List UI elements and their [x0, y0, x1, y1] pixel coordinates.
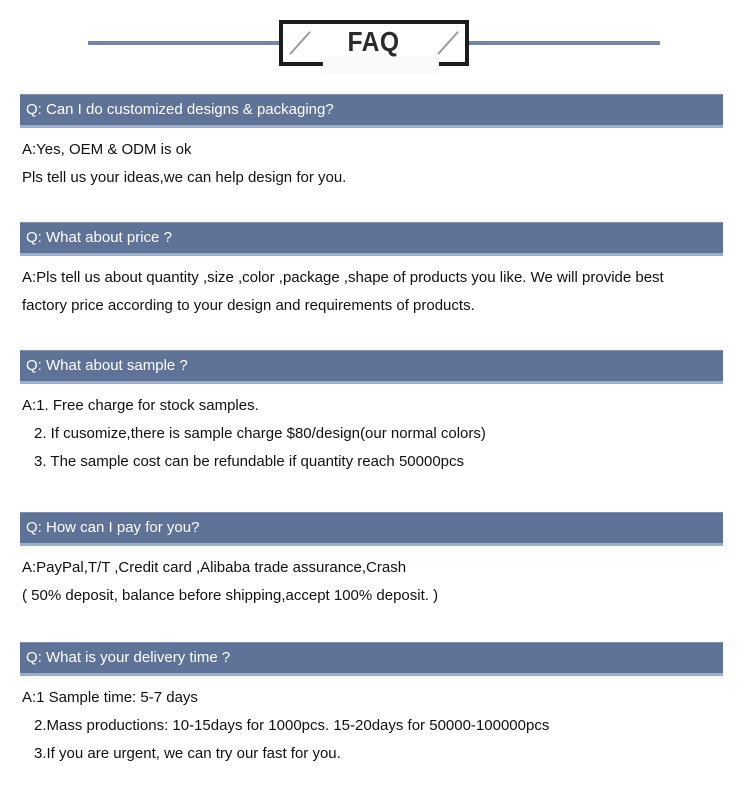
- slash-right-icon: [437, 31, 459, 55]
- answer-line: A:1 Sample time: 5-7 days: [22, 689, 198, 706]
- answer-line: A:1. Free charge for stock samples.: [22, 397, 259, 414]
- banner-bottom-patch: [323, 56, 439, 74]
- answer-line: 3.If you are urgent, we can try our fast for you.: [34, 745, 341, 762]
- answer-block: [20, 256, 723, 320]
- question-bar: [20, 222, 723, 256]
- faq-title: FAQ: [348, 26, 400, 57]
- faq-section: [20, 222, 723, 320]
- question-bar: [20, 512, 723, 546]
- answer-line: A:Pls tell us about quantity ,size ,color ,package ,shape of products you like. We will provide best: [22, 269, 664, 286]
- faq-title-box: [279, 20, 469, 66]
- banner-line-right: [469, 41, 660, 45]
- faq-section: [20, 642, 723, 768]
- faq-section: [20, 94, 723, 192]
- answer-block: [20, 546, 723, 610]
- faq-section: [20, 350, 723, 476]
- answer-line: A:Yes, OEM & ODM is ok: [22, 141, 192, 158]
- question-bar: [20, 642, 723, 676]
- question-text: Q: What is your delivery time ?: [26, 649, 231, 666]
- answer-line: ( 50% deposit, balance before shipping,accept 100% deposit. ): [22, 587, 439, 604]
- answer-line: 2.Mass productions: 10-15days for 1000pcs. 15-20days for 50000-100000pcs: [34, 717, 550, 734]
- question-text: Q: What about sample ?: [26, 357, 188, 374]
- answer-line: 3. The sample cost can be refundable if quantity reach 50000pcs: [34, 453, 464, 470]
- answer-block: [20, 384, 723, 476]
- question-text: Q: Can I do customized designs & packaging?: [26, 101, 334, 118]
- question-bar: [20, 350, 723, 384]
- answer-line: 2. If cusomize,there is sample charge $80/design(our normal colors): [34, 425, 486, 442]
- answer-block: [20, 676, 723, 768]
- question-text: Q: How can I pay for you?: [26, 519, 200, 536]
- faq-content: [0, 94, 750, 768]
- faq-banner: [0, 18, 750, 68]
- answer-line: A:PayPal,T/T ,Credit card ,Alibaba trade assurance,Crash: [22, 559, 407, 576]
- banner-line-left: [88, 41, 279, 45]
- answer-block: [20, 128, 723, 192]
- question-bar: [20, 94, 723, 128]
- question-text: Q: What about price ?: [26, 229, 172, 246]
- answer-line: Pls tell us your ideas,we can help design for you.: [22, 169, 347, 186]
- faq-section: [20, 512, 723, 610]
- answer-line: factory price according to your design and requirements of products.: [22, 297, 475, 314]
- slash-left-icon: [289, 31, 311, 55]
